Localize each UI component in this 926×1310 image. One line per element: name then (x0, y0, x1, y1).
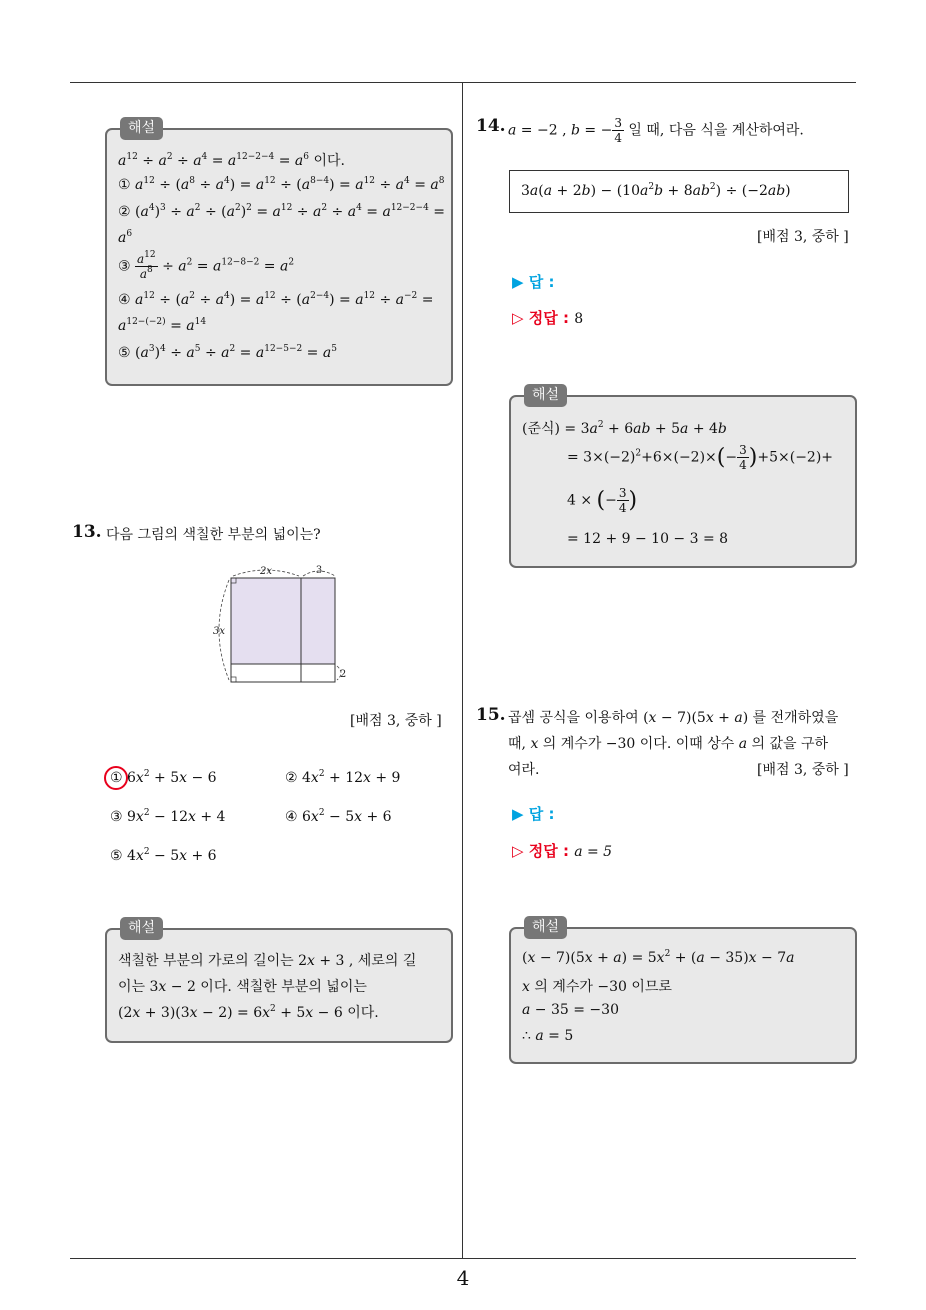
expression: $3a(a + 2b) - (10a^2b + 8ab^2) \div (-2ab)$ (521, 182, 791, 199)
answer-label: ▶ 답 : (512, 273, 555, 291)
solution-tag: 해설 (120, 917, 163, 940)
choice-2[interactable]: ② $4x^2 + 12x + 9$ (285, 769, 401, 786)
solution-tag: 해설 (524, 916, 567, 939)
score-label: [배점 3, 중하 ] (757, 229, 849, 245)
page-number: 4 (456, 1266, 470, 1290)
solution-tag: 해설 (524, 384, 567, 407)
top-rule (70, 82, 856, 83)
choice-4[interactable]: ④ $6x^2 - 5x + 6$ (285, 808, 392, 825)
column-divider (462, 82, 463, 1259)
solution-line: $a^{12-(-2)} = a^{14}$ (118, 317, 207, 334)
figure-label-right-bottom: 2 (339, 669, 347, 680)
solution-line: x 의 계수가 −30 이므로 (522, 979, 672, 995)
solution-line: $(x - 7)(5x + a) = 5x^2 + (a - 35)x - 7a$ (522, 949, 795, 966)
question-number: 14. (476, 116, 506, 136)
question-number: 13. (72, 522, 102, 542)
solution-line: = 12 + 9 − 10 − 3 = 8 (567, 531, 729, 547)
question-number: 15. (476, 705, 506, 725)
figure-label-left: 3x (212, 626, 226, 637)
correct-label: ▷ 정답 : (512, 309, 569, 327)
answer-label: ▶ 답 : (512, 805, 555, 823)
bottom-rule (70, 1258, 856, 1259)
choice-3[interactable]: ③ $9x^2 - 12x + 4$ (110, 808, 226, 825)
solution-line: $a^{12} \div a^2 \div a^4 = a^{12-2-4} = a^6$ 이다. (118, 152, 345, 169)
solution-line: ③ $\frac{a^{12}}{a^8}$ ÷ $a^2 = a^{12-8-2} = a^2$ (118, 250, 295, 281)
solution-tag: 해설 (120, 117, 163, 140)
score-label: [배점 3, 중하 ] (757, 762, 849, 778)
question-text: 다음 그림의 색칠한 부분의 넓이는? (106, 527, 321, 543)
score-label: [배점 3, 중하 ] (350, 713, 442, 729)
solution-line: a − 35 = −30 (522, 1002, 619, 1018)
correct-value: a = 5 (574, 844, 613, 860)
question-text-line: 여라. (508, 762, 540, 778)
choice-1[interactable]: ① $6x^2 + 5x - 6$ (110, 769, 217, 786)
question-text-line: 때, x 의 계수가 −30 이다. 이때 상수 a 의 값을 구하 (508, 736, 829, 752)
figure-label-top: 2x (259, 566, 273, 577)
question-text-line: 곱셈 공식을 이용하여 (x − 7)(5x + a) 를 전개하였을 (508, 710, 839, 726)
solution-line: ④ $a^{12} \div (a^2 \div a^4) = a^{12} \div (a^{2-4}) = a^{12} \div a^{-2}$ = (118, 291, 434, 308)
correct-answer (512, 840, 612, 861)
solution-line: ∴ a = 5 (522, 1028, 574, 1044)
figure-label-right-top: 3 (315, 565, 323, 576)
solution-line: ② $(a^4)^3 \div a^2 \div (a^2)^2 = a^{12} \div a^2 \div a^4 = a^{12-2-4}$ = (118, 203, 445, 220)
correct-value: 8 (574, 311, 584, 327)
solution-line: = $3\times(-2)^2+6\times(-2)\times(-$ $\frac{3}{4}$ )+5×(−2)+ (567, 443, 834, 472)
solution-line: 색칠한 부분의 가로의 길이는 2x + 3 , 세로의 길 (118, 953, 417, 969)
solution-line: ⑤ $(a^3)^4 \div a^5 \div a^2 = a^{12-5-2} = a^5$ (118, 344, 337, 361)
correct-label: ▷ 정답 : (512, 842, 569, 860)
choice-5[interactable]: ⑤ $4x^2 - 5x + 6$ (110, 847, 217, 864)
figure-rectangle (205, 560, 350, 690)
solution-line: (준식) = $3a^2 + 6ab + 5a + 4b$ (522, 420, 727, 437)
solution-line: 4 × (− $\frac{3}{4}$ ) (567, 486, 638, 515)
question-prompt: 일 때, 다음 식을 계산하여라. (628, 122, 804, 139)
solution-line: $(2x + 3)(3x - 2) = 6x^2 + 5x - 6$ 이다. (118, 1004, 379, 1021)
question-text: a = −2 , b = − $\frac{3}{4}$ 일 때, 다음 식을 계산하여라. (508, 116, 804, 145)
solution-line: ① $a^{12} \div (a^8 \div a^4) = a^{12} \div (a^{8-4}) = a^{12} \div a^4 = a^8$ (118, 176, 445, 193)
correct-answer (512, 307, 583, 328)
solution-line: $a^6$ (118, 229, 133, 246)
solution-line: 이는 3x − 2 이다. 색칠한 부분의 넓이는 (118, 979, 367, 995)
